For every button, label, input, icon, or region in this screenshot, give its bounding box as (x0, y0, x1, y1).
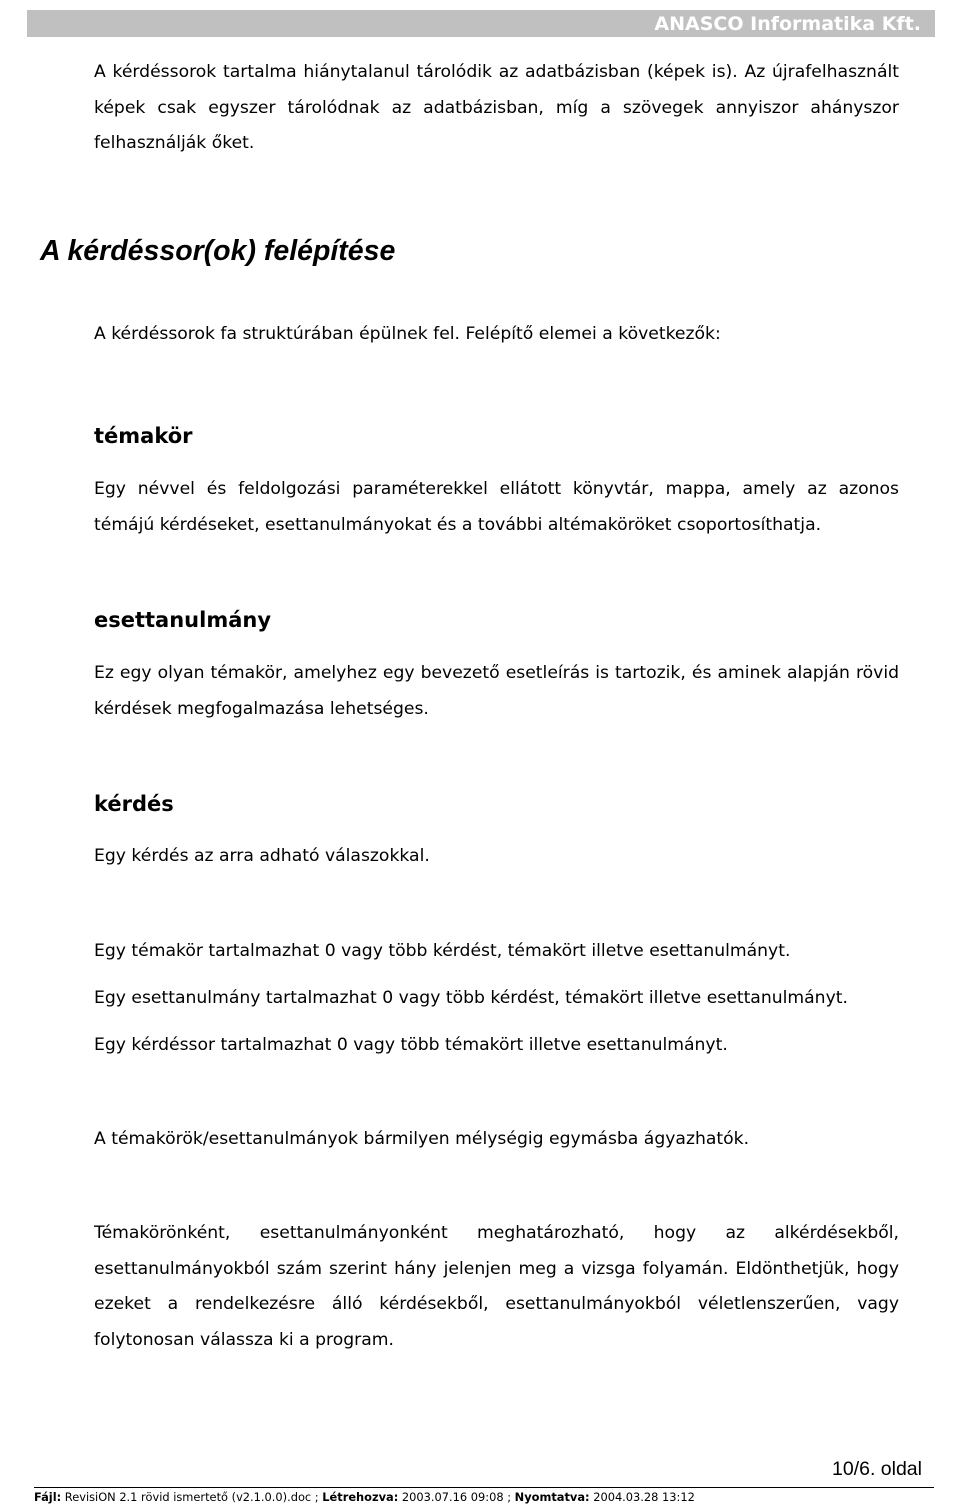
header-bar (27, 10, 935, 37)
footer-file-value: RevisiON 2.1 rövid ismertető (v2.1.0.0).doc ; (61, 1490, 323, 1504)
definition-kerdes: Egy kérdés az arra adható válaszokkal. (94, 846, 430, 866)
definition-temakor: Egy névvel és feldolgozási paraméterekkel ellátott könyvtár, mappa, amely az azonos témájú kérdéseket, esettanulmányokat és a további altémaköröket csoportosíthatja. (94, 479, 899, 535)
company-name: ANASCO Informatika Kft. (654, 13, 921, 35)
term-temakor: témakör (94, 424, 193, 448)
rule-kerdessor: Egy kérdéssor tartalmazhat 0 vagy több témakört illetve esettanulmányt. (94, 1035, 728, 1055)
term-esettanulmany: esettanulmány (94, 608, 272, 632)
section-title: A kérdéssor(ok) felépítése (40, 235, 396, 267)
intro-paragraph: A kérdéssorok tartalma hiánytalanul tárolódik az adatbázisban (képek is). Az újrafelhasznált képek csak egyszer tárolódnak az adatbázisban, míg a szövegek annyiszor ahányszor felhasználják őket. (94, 62, 899, 153)
footer-file-label: Fájl: (34, 1490, 62, 1504)
footer-created-value: 2003.07.16 09:08 ; (398, 1490, 515, 1504)
footer-printed-value: 2004.03.28 13:12 (589, 1490, 695, 1504)
footer-divider (34, 1487, 934, 1488)
nesting-note: A témakörök/esettanulmányok bármilyen mélységig egymásba ágyazhatók. (94, 1129, 750, 1149)
page-number: 10/6. oldal (832, 1458, 922, 1480)
rule-esettanulmany: Egy esettanulmány tartalmazhat 0 vagy több kérdést, témakört illetve esettanulmányt. (94, 988, 848, 1008)
definition-esettanulmany: Ez egy olyan témakör, amelyhez egy bevezető esetleírás is tartozik, és aminek alapján rövid kérdések megfogalmazása lehetséges. (94, 663, 899, 719)
closing-paragraph: Témakörönként, esettanulmányonként meghatározható, hogy az alkérdésekből, esettanulmányokból szám szerint hány jelenjen meg a vizsga folyamán. Eldönthetjük, hogy ezeket a rendelkezésre álló kérdésekből, esettanulmányokból véletlenszerűen, vagy folytonosan válassza ki a program. (94, 1223, 899, 1350)
footer-created-label: Létrehozva: (322, 1490, 399, 1504)
footer (34, 1490, 695, 1504)
footer-printed-label: Nyomtatva: (514, 1490, 590, 1504)
rule-temakor: Egy témakör tartalmazhat 0 vagy több kérdést, témakört illetve esettanulmányt. (94, 941, 791, 961)
structure-intro: A kérdéssorok fa struktúrában épülnek fel. Felépítő elemei a következők: (94, 324, 721, 344)
term-kerdes: kérdés (94, 792, 174, 816)
